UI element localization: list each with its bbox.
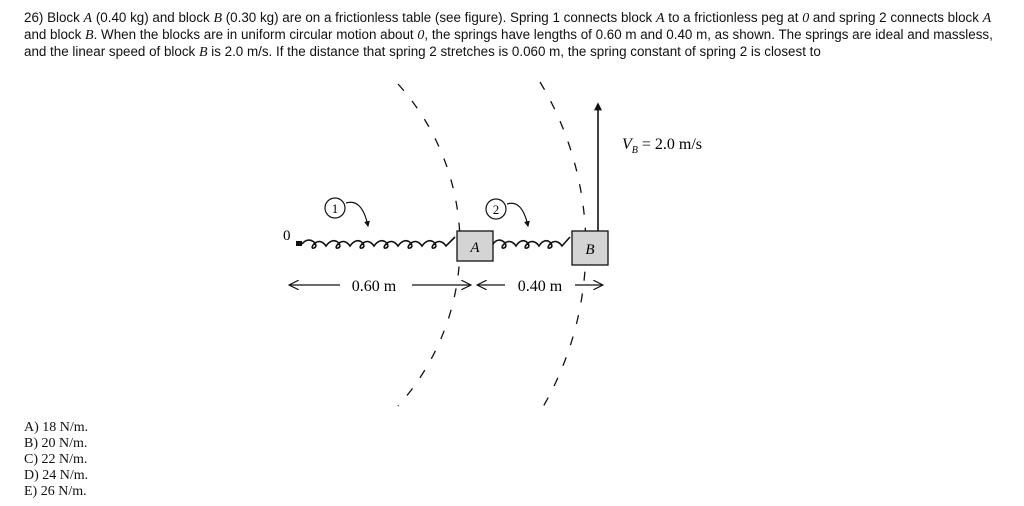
question-variable: A — [982, 11, 992, 26]
block-b-label: B — [585, 242, 595, 258]
choice-b: B) 20 N/m. — [24, 436, 88, 451]
question-variable: A — [655, 11, 665, 26]
peg — [296, 241, 302, 246]
question-text-segment: is 2.0 m/s. If the distance that spring 2 stretches is 0.060 m, the spring constant of spring 2 is closest to — [207, 44, 821, 59]
question-text-segment: Block — [43, 10, 84, 25]
velocity-value: = 2.0 m/s — [637, 136, 703, 153]
choice-c: C) 22 N/m. — [24, 452, 88, 467]
question-text-segment: to a frictionless peg at — [664, 10, 803, 25]
orbit-path-a — [398, 84, 460, 406]
question-variable: 0 — [802, 11, 810, 26]
velocity-subscript: B — [631, 145, 638, 156]
velocity-symbol: V — [622, 136, 632, 153]
question-variable: A — [83, 11, 93, 26]
spring-1-tag: 1 — [331, 201, 339, 216]
question-text-segment: and spring 2 connects block — [809, 10, 983, 25]
question-text-segment: (0.40 kg) and block — [92, 10, 214, 25]
question-text-segment: and block — [24, 27, 86, 42]
answer-choices — [24, 420, 88, 500]
choice-a: A) 18 N/m. — [24, 420, 89, 435]
spring-1-tag-pointer — [346, 202, 368, 226]
question-text-segment: (0.30 kg) are on a frictionless table (see figure). Spring 1 connects block — [222, 10, 656, 25]
question-text-segment: . When the blocks are in uniform circular motion about — [93, 27, 418, 42]
choice-d: D) 24 N/m. — [24, 468, 89, 483]
spring-1 — [302, 237, 455, 248]
spring-2 — [493, 237, 570, 248]
question-variable: B — [85, 28, 94, 43]
question-variable: B — [198, 45, 208, 60]
spring-2-tag-pointer — [507, 203, 528, 226]
length-1-label: 0.60 m — [351, 278, 397, 295]
spring-2-tag: 2 — [492, 202, 500, 217]
choice-e: E) 26 N/m. — [24, 484, 87, 499]
question-number: 26) — [24, 10, 44, 25]
peg-label: 0 — [283, 228, 291, 244]
question-text-segment: , the springs have lengths of 0.60 m and 0.40 m, as shown. The springs are ideal and massless, and the linear speed of block — [24, 27, 993, 59]
block-a-label: A — [470, 240, 480, 256]
velocity-label — [622, 136, 702, 156]
length-2-label: 0.40 m — [517, 278, 563, 295]
question-variable: 0 — [417, 28, 425, 43]
question-variable: B — [213, 11, 222, 26]
